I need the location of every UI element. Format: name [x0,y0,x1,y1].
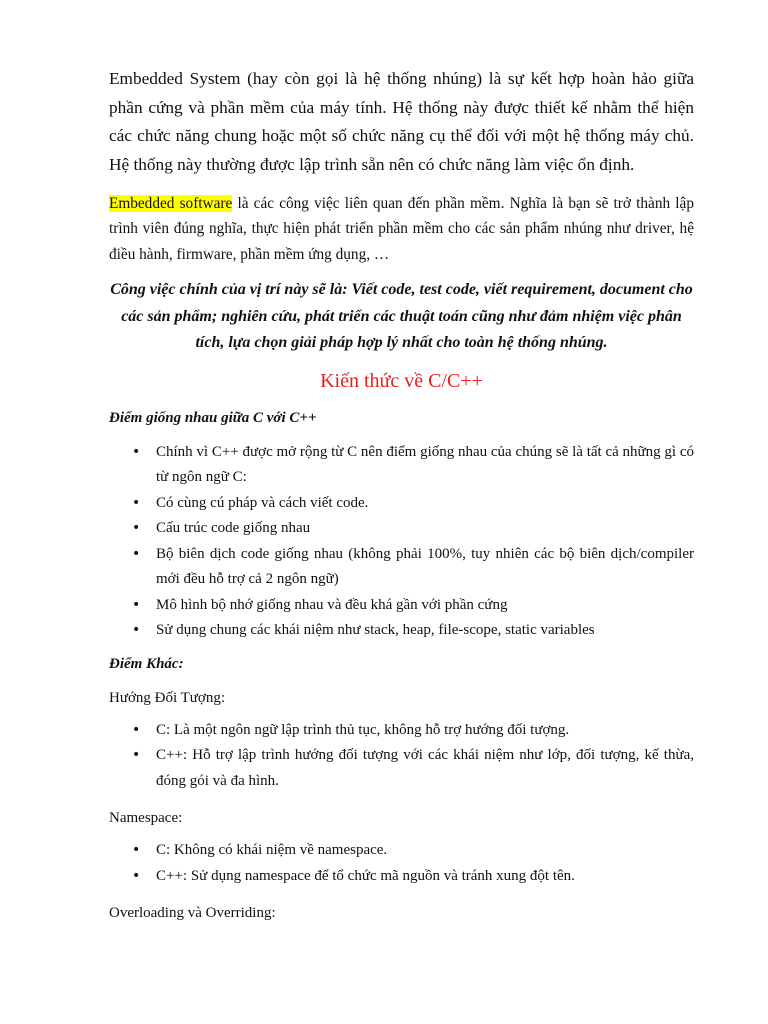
list-item: • Mô hình bộ nhớ giống nhau và đều khá gần với phần cứng [109,593,694,619]
overloading-label: Overloading và Overriding: [109,905,276,922]
embedded-software-text: là các công việc liên quan đến phần mềm. Nghĩa là bạn sẽ trở thành lập trình viên đúng nghĩa, thực hiện phát triển phần mềm cho các sản phẩm nhúng như driver, hệ điều hành, firmware, phần mềm ứng dụng, … [109,195,694,263]
list-item: • C: Là một ngôn ngữ lập trình thủ tục, không hỗ trợ hướng đối tượng. [109,718,694,744]
list-item: • C++: Hỗ trợ lập trình hướng đối tượng với các khái niệm như lớp, đối tượng, kế thừa, đóng gói và đa hình. [109,743,694,794]
similarities-title: Điểm giống nhau giữa C với C++ [109,409,317,426]
namespace-list [109,838,694,889]
list-item: • Bộ biên dịch code giống nhau (không phải 100%, tuy nhiên các bộ biên dịch/compiler mới đều hỗ trợ cả 2 ngôn ngữ) [109,542,694,593]
list-item: • C: Không có khái niệm về namespace. [109,838,694,864]
list-item: • Sử dụng chung các khái niệm như stack, heap, file-scope, static variables [109,618,694,644]
namespace-label: Namespace: [109,810,183,827]
role-statement: Công việc chính của vị trí này sẽ là: Viết code, test code, viết requirement, document cho các sản phẩm; nghiên cứu, phát triển các thuật toán cũng như đảm nhiệm việc phân tích, lựa chọn giải pháp hợp lý nhất cho toàn hệ thống nhúng. [110,281,693,352]
list-item: • Chính vì C++ được mở rộng từ C nên điểm giống nhau của chúng sẽ là tất cả những gì có từ ngôn ngữ C: [109,440,694,491]
list-item: • Cấu trúc code giống nhau [109,516,694,542]
list-item: • Có cùng cú pháp và cách viết code. [109,491,694,517]
intro-paragraph: Embedded System (hay còn gọi là hệ thống nhúng) là sự kết hợp hoàn hảo giữa phần cứng và phần mềm của máy tính. Hệ thống này được thiết kế nhằm thể hiện các chức năng chung hoặc một số chức năng cụ thể đối với một hệ thống máy chủ. Hệ thống này thường được lập trình sẵn nên có chức năng làm việc ổn định. [109,69,694,174]
similarities-list [109,440,694,644]
embedded-software-paragraph [109,191,694,267]
list-item: • C++: Sử dụng namespace để tổ chức mã nguồn và tránh xung đột tên. [109,864,694,890]
differences-title: Điểm Khác: [109,655,184,672]
oop-list [109,718,694,795]
oop-label: Hướng Đối Tượng: [109,689,226,706]
highlighted-term: Embedded software [109,195,233,212]
section-heading: Kiến thức về C/C++ [320,369,483,392]
